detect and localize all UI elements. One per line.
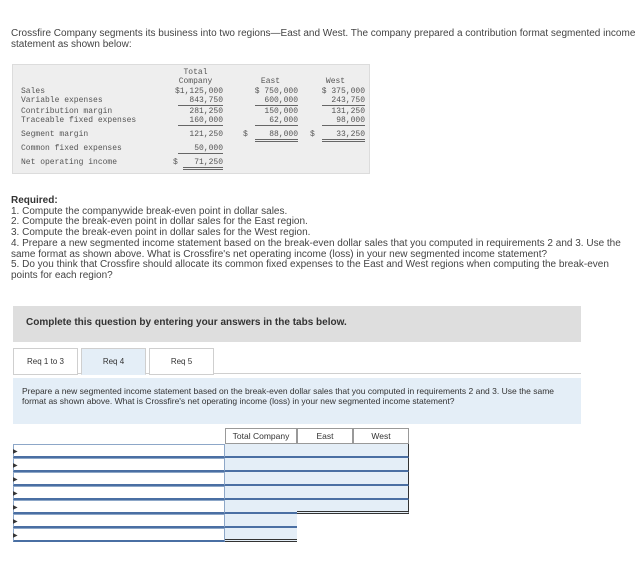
caret-right-icon: ▶: [13, 463, 18, 469]
cell-east: 62,000: [255, 116, 298, 126]
cell-total: 71,250: [183, 158, 223, 170]
row-label: Traceable fixed expenses: [21, 116, 137, 125]
row-label: Sales: [21, 87, 46, 96]
cell-east: 150,000: [264, 107, 298, 116]
required-heading: Required:: [11, 195, 58, 206]
cell-west: $ 375,000: [321, 87, 365, 96]
row-label: Common fixed expenses: [21, 144, 122, 153]
east-input-cell[interactable]: [297, 500, 353, 514]
header-east: East: [297, 428, 353, 444]
cell-west: 33,250: [322, 130, 365, 142]
instructions-text: Prepare a new segmented income statement based on the break-even dollar sales that you computed in requirements 2 and 3. Use the same format as shown above. What is Crossfire's net operating income (loss) in your new segmented income statement?: [22, 386, 555, 406]
requirement-item: 2. Compute the break-even point in dollar sales for the East region.: [11, 216, 308, 228]
row-label: Net operating income: [21, 158, 118, 167]
row-label: Variable expenses: [21, 96, 103, 105]
caret-right-icon: ▶: [13, 533, 18, 539]
requirement-item: 4. Prepare a new segmented income statement based on the break-even dollar sales that you computed in requirements 2 and 3. Use the same format as shown above. What is Crossfire's net operating income (loss) in your new segmented income statement?: [11, 237, 621, 260]
row-label: Contribution margin: [21, 107, 113, 116]
total-input-cell[interactable]: [225, 500, 297, 514]
caret-right-icon: ▶: [13, 449, 18, 455]
tab-req-4[interactable]: Req 4: [81, 348, 146, 375]
west-input-cell[interactable]: [353, 500, 409, 514]
west-input-cell[interactable]: [353, 486, 409, 500]
dollar-sign: $: [243, 130, 248, 139]
header-total-1: Total: [183, 68, 208, 77]
problem-intro: Crossfire Company segments its business into two regions—East and West. The company prepared a contribution format segmented income statement as shown below:: [11, 28, 636, 50]
answer-row: [13, 444, 409, 458]
answer-row: [13, 514, 409, 528]
dollar-sign: $: [173, 158, 178, 167]
requirement-item: 1. Compute the companywide break-even point in dollar sales.: [11, 205, 288, 217]
label-input[interactable]: [14, 534, 224, 545]
total-input-cell[interactable]: [225, 528, 297, 542]
cell-west: 98,000: [322, 116, 365, 126]
cell-west: 243,750: [322, 96, 365, 106]
row-label-select[interactable]: [13, 514, 225, 528]
total-input-cell[interactable]: [225, 514, 297, 528]
row-label-select[interactable]: [13, 500, 225, 514]
row-label-select[interactable]: [13, 528, 225, 542]
east-input-cell[interactable]: [297, 444, 353, 458]
east-input-cell[interactable]: [297, 472, 353, 486]
cell-east: 600,000: [255, 96, 298, 106]
header-west: West: [353, 428, 409, 444]
answer-row: [13, 486, 409, 500]
cell-total: 121,250: [189, 130, 223, 139]
row-label-select[interactable]: [13, 444, 225, 458]
cell-west: 131,250: [331, 107, 365, 116]
tab-req-5[interactable]: Req 5: [149, 348, 214, 375]
income-statement: [12, 64, 370, 174]
instructions-banner: [13, 306, 581, 342]
cell-east: 88,000: [255, 130, 298, 142]
row-label-select[interactable]: [13, 486, 225, 500]
answer-table: [13, 428, 409, 542]
east-input-cell[interactable]: [297, 458, 353, 472]
total-input-cell[interactable]: [225, 444, 297, 458]
header-east: East: [260, 77, 281, 86]
requirement-item: 5. Do you think that Crossfire should allocate its common fixed expenses to the East and West regions when computing the break-even points for each region?: [11, 259, 609, 281]
cell-total: 50,000: [178, 144, 223, 154]
header-total-2: Company: [178, 77, 213, 86]
requirement-item: 3. Compute the break-even point in dollar sales for the West region.: [11, 227, 311, 239]
dollar-sign: $: [310, 130, 315, 139]
answer-header-row: [13, 428, 409, 444]
tab-req-1-3[interactable]: Req 1 to 3: [13, 348, 78, 375]
requirements: [11, 196, 637, 282]
west-input-cell[interactable]: [353, 472, 409, 486]
cell-east: $ 750,000: [254, 87, 298, 96]
answer-row: [13, 458, 409, 472]
caret-right-icon: ▶: [13, 519, 18, 525]
total-input-cell[interactable]: [225, 458, 297, 472]
west-input-cell[interactable]: [353, 458, 409, 472]
answer-row: [13, 500, 409, 514]
row-label-select[interactable]: [13, 472, 225, 486]
cell-total: 160,000: [178, 116, 223, 126]
cell-total: $1,125,000: [174, 87, 223, 96]
tab-instructions: [13, 378, 581, 424]
west-input-cell[interactable]: [353, 444, 409, 458]
total-input[interactable]: [225, 533, 297, 544]
total-input-cell[interactable]: [225, 486, 297, 500]
row-label-select[interactable]: [13, 458, 225, 472]
header-west: West: [325, 77, 346, 86]
caret-right-icon: ▶: [13, 477, 18, 483]
caret-right-icon: ▶: [13, 505, 18, 511]
answer-row: [13, 472, 409, 486]
blank-header: [13, 428, 225, 444]
row-label: Segment margin: [21, 130, 89, 139]
caret-right-icon: ▶: [13, 491, 18, 497]
cell-total: 843,750: [178, 96, 223, 106]
total-input-cell[interactable]: [225, 472, 297, 486]
east-input-cell[interactable]: [297, 486, 353, 500]
answer-row: [13, 528, 409, 542]
header-total-company: Total Company: [225, 428, 297, 444]
cell-total: 281,250: [189, 107, 223, 116]
tab-bar: [13, 348, 581, 374]
banner-text: Complete this question by entering your answers in the tabs below.: [26, 317, 347, 328]
